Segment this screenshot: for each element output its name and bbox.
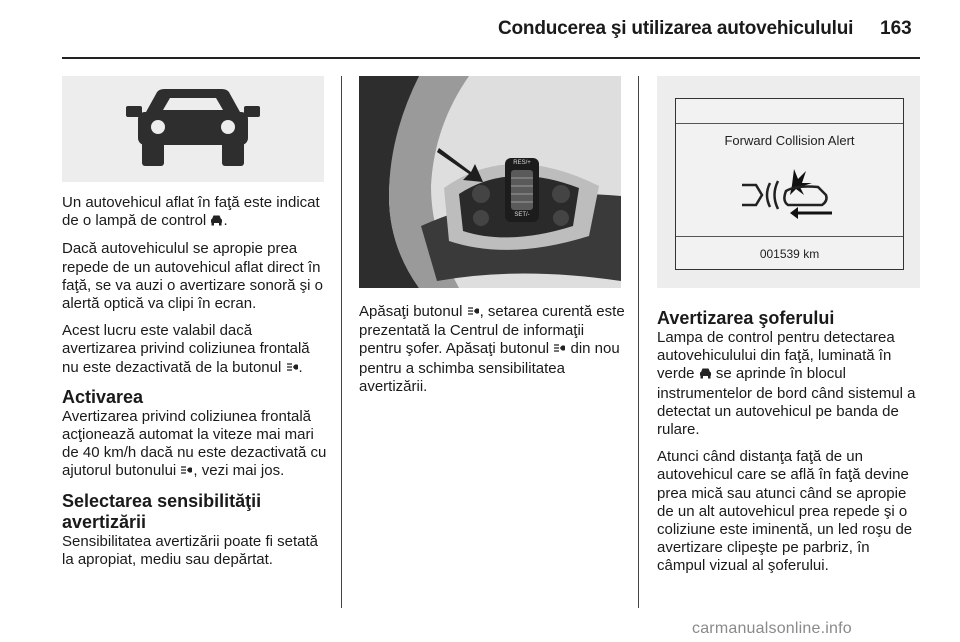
col3-p1-end: se aprinde în blocul instrumentelor de bord când sistemul a detectat un autovehicul pe banda de rulare.	[657, 365, 916, 439]
col1-paragraph-4	[62, 408, 330, 482]
heading-activation: Activarea	[62, 386, 144, 407]
collision-alert-figure	[657, 76, 920, 288]
steering-wheel-illustration	[359, 76, 621, 288]
car-lamp-figure	[62, 76, 324, 182]
car-front-icon	[210, 213, 223, 231]
car-front-icon	[62, 76, 324, 182]
col1-p4-end: , vezi mai jos.	[193, 462, 285, 480]
collision-sensitivity-icon	[553, 341, 566, 359]
col2-p1-text-b: , setarea curentă este prezentată la Centrul de informaţii pentru şofer. Apăsaţi butonul	[359, 303, 625, 358]
col1-p3-end: .	[298, 358, 303, 376]
col1-paragraph-3	[62, 322, 330, 378]
column-1	[62, 194, 330, 578]
page-header-title: Conducerea şi utilizarea autovehiculului	[498, 18, 854, 39]
column-2	[359, 303, 627, 405]
heading-sensitivity: Selectarea sensibilităţii avertizării	[62, 490, 262, 532]
collision-sensitivity-icon	[180, 463, 193, 481]
column-3	[657, 308, 922, 585]
page-number: 163	[880, 18, 912, 39]
steering-wheel-figure	[359, 76, 621, 288]
display-odometer: 001539 km	[759, 247, 820, 261]
col3-p1-text: Lampa de control pentru detectarea autovehiculului din faţă, luminată în verde	[657, 329, 895, 383]
col1-paragraph-2: Dacă autovehiculul se apropie prea repede de un autovehicul aflat direct în faţă, se va auzi o avertizare sonoră şi o alertă optică va clipi în ecran.	[62, 240, 323, 313]
col2-p1-text-a: Apăsaţi butonul	[359, 303, 467, 320]
column-divider-1	[341, 76, 342, 608]
col1-p3-text: Acest lucru este valabil dacă avertizarea privind coliziunea frontală nu este dezactivată de la butonul	[62, 322, 310, 376]
col1-paragraph-5: Sensibilitatea avertizării poate fi setată la apropiat, mediu sau depărtat.	[62, 532, 318, 568]
col3-paragraph-1	[657, 329, 922, 439]
collision-alert-icon	[736, 161, 846, 221]
wheel-label-top: RES/+	[513, 160, 531, 166]
heading-driver-warning: Avertizarea şoferului	[657, 308, 835, 328]
col1-p1-text: Un autovehicul aflat în faţă este indicat de o lampă de control	[62, 194, 320, 230]
wheel-label-bottom: SET/-	[514, 212, 530, 218]
car-front-icon	[699, 366, 712, 384]
col2-paragraph-1	[359, 303, 627, 396]
column-divider-2	[638, 76, 639, 608]
col3-paragraph-2: Atunci când distanţa faţă de un autovehicul care se află în faţă devine prea mică sau atunci când se apropie de un alt autovehicul prea repede şi o coliziune este iminentă, un led roşu de avertizare clipeşte pe parbriz, în câmpul vizual al şoferului.	[657, 448, 913, 575]
instrument-display	[675, 98, 904, 270]
collision-sensitivity-icon	[286, 360, 299, 378]
col2-p1-text-c: din nou pentru a schimba sensibilitatea avertizării.	[359, 340, 620, 395]
col1-p4-text: Avertizarea privind coliziunea frontală acţionează automat la viteze mai mari de 40 km/h dacă nu este dezactivată cu ajutorul butonului	[62, 407, 327, 480]
collision-sensitivity-icon	[467, 304, 480, 322]
header-divider	[62, 57, 920, 59]
col1-paragraph-1	[62, 194, 330, 231]
col1-p1-end: .	[223, 212, 228, 230]
watermark: carmanualsonline.info	[692, 620, 852, 637]
display-title: Forward Collision Alert	[724, 133, 855, 148]
